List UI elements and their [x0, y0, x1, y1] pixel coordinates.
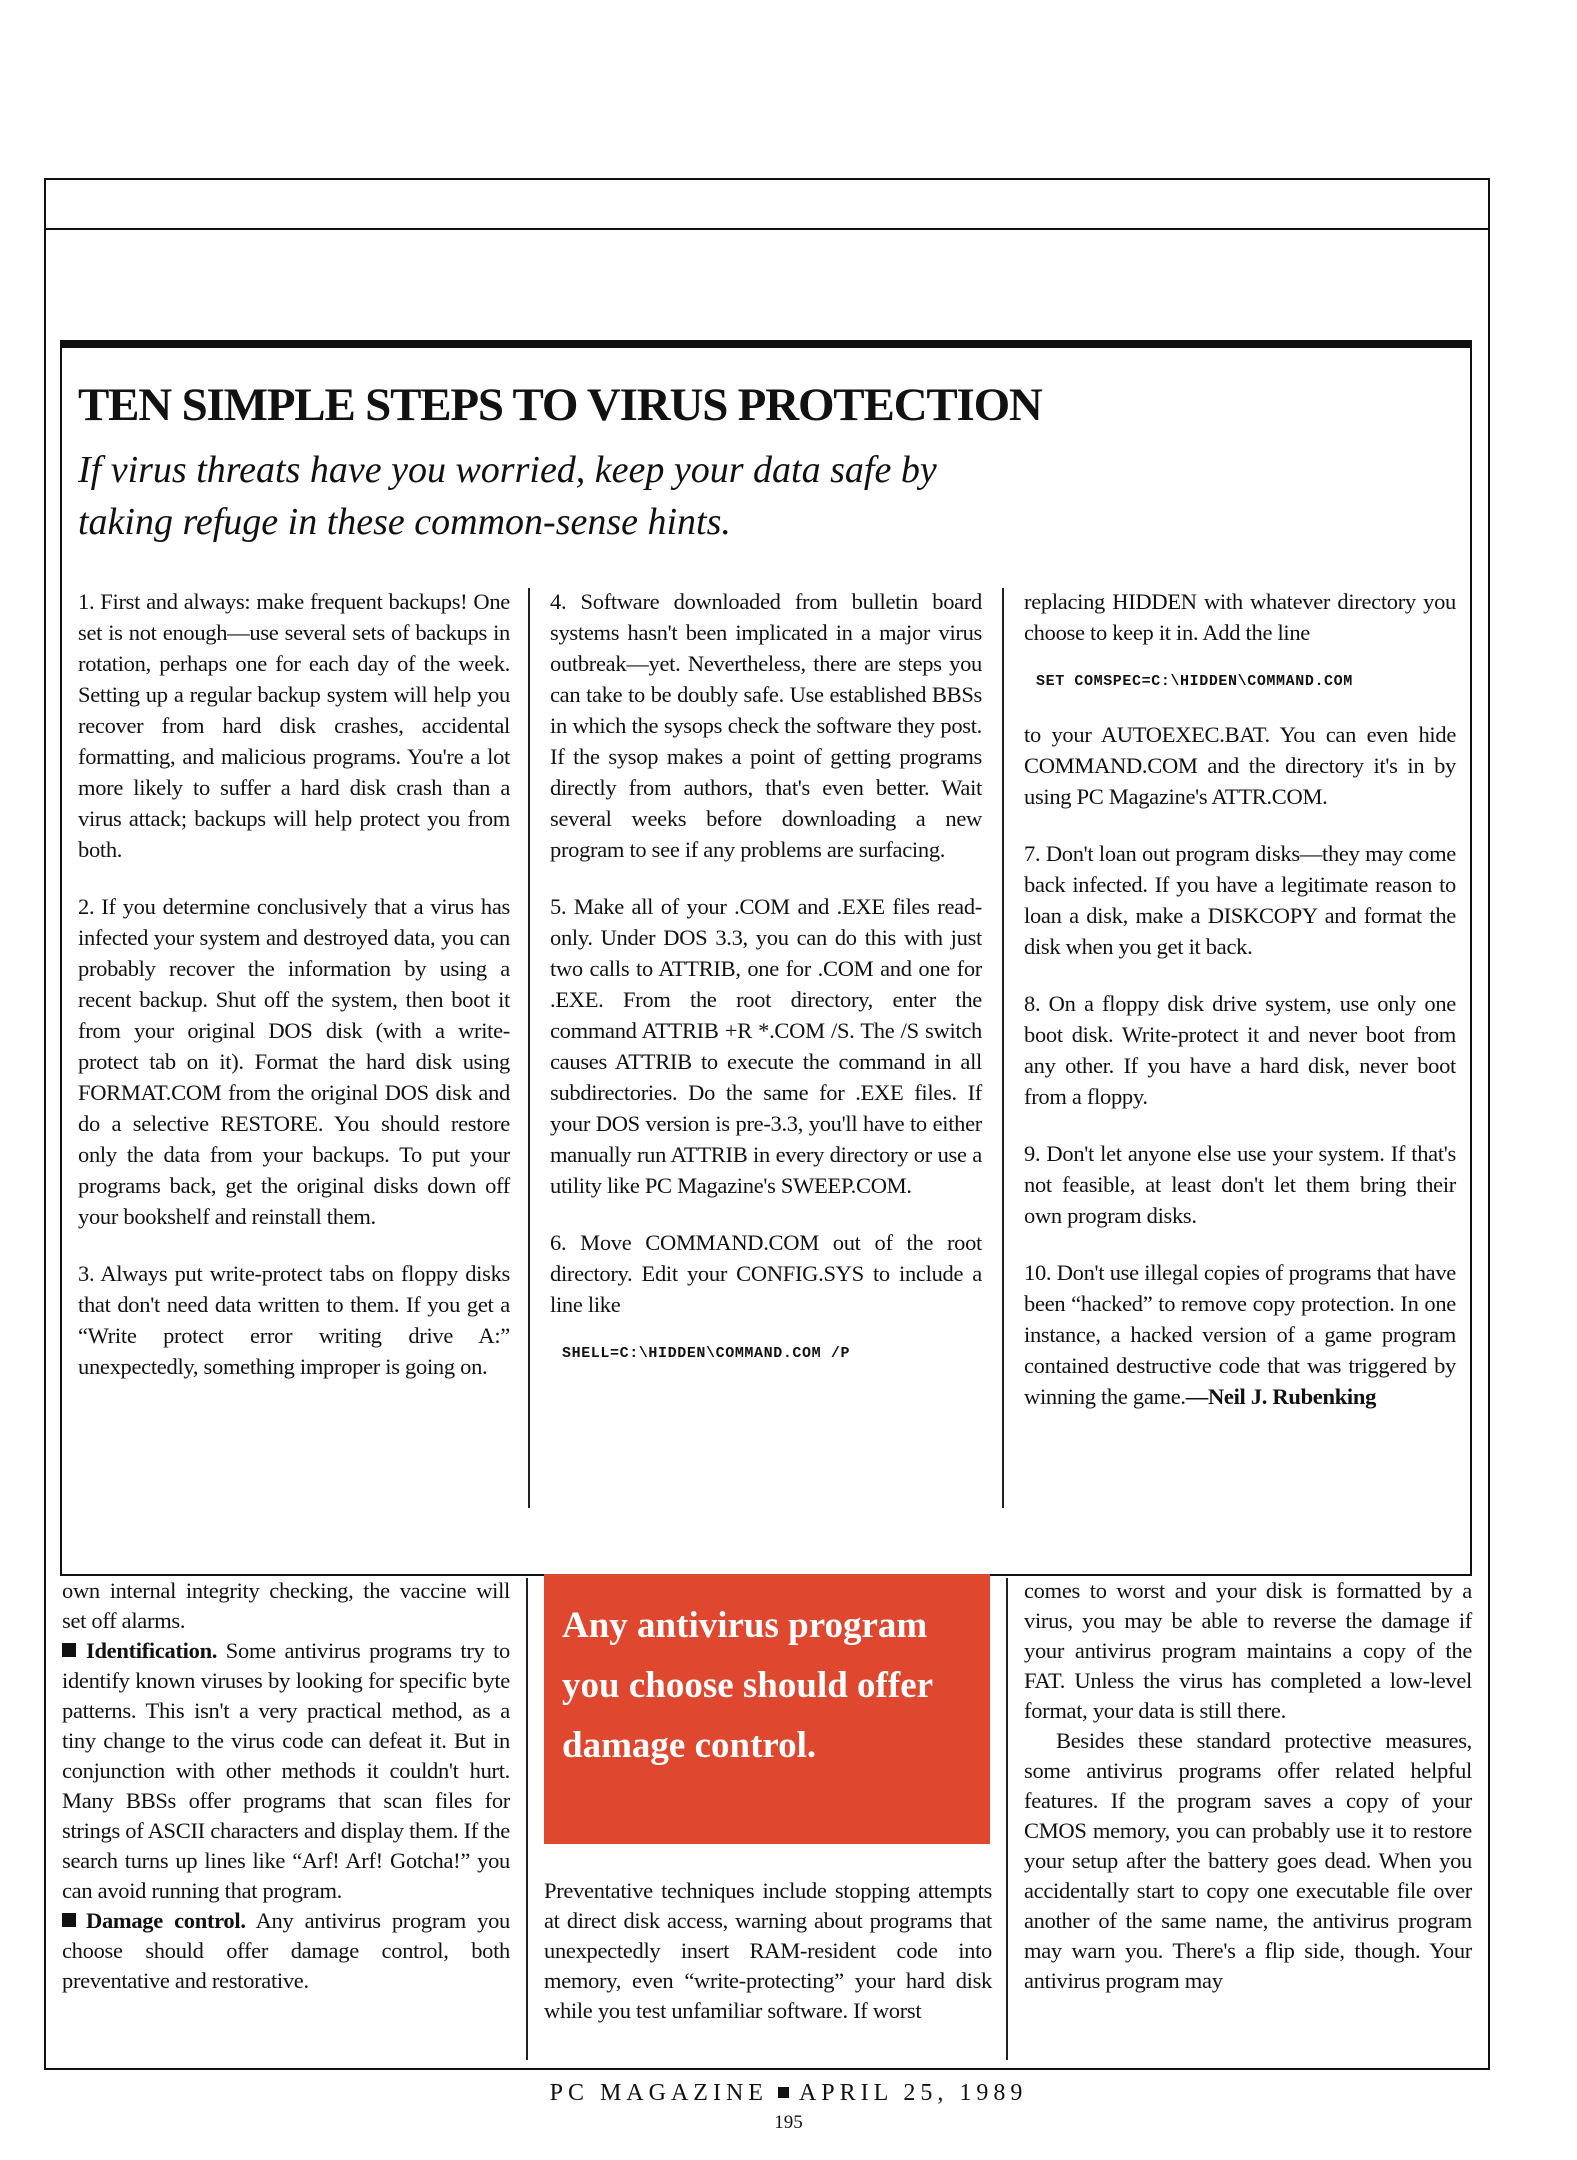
- paragraph: [62, 1906, 510, 1996]
- column-divider: [528, 588, 530, 1508]
- step-6-continued: replacing HIDDEN with whatever directory you choose to keep it in. Add the line: [1024, 589, 1456, 645]
- page-footer: [0, 2080, 1577, 2107]
- step-1: 1. First and always: make frequent backups! One set is not enough—use several sets of backups in rotation, perhaps one for each day of the week. Setting up a regular backup system will help you recover from hard disk crashes, accidental formatting, and malicious programs. You're a lot more likely to suffer a hard disk crash than a virus attack; backups will help protect you from both.: [78, 589, 510, 862]
- sidebar-column-3: [1024, 586, 1456, 1412]
- pull-quote: [544, 1574, 990, 1844]
- step-6: 6. Move COMMAND.COM out of the root directory. Edit your CONFIG.SYS to include a line like: [550, 1230, 982, 1317]
- step-3: 3. Always put write-protect tabs on floppy disks that don't need data written to them. If you get a “Write protect error writing drive A:” unexpectedly, something improper is going on.: [78, 1261, 510, 1379]
- step-10: [1024, 1257, 1456, 1412]
- bullet-icon: [62, 1913, 76, 1927]
- code-comspec-line: SET COMSPEC=C:\HIDDEN\COMMAND.COM: [1036, 673, 1353, 690]
- step-5: 5. Make all of your .COM and .EXE files read-only. Under DOS 3.3, you can do this with just two calls to ATTRIB, one for .COM and one for .EXE. From the root directory, enter the command ATTRIB +R *.COM /S. The /S switch causes ATTRIB to execute the command in all subdirectories. Do the same for .EXE files. If your DOS version is pre-3.3, you'll have to either manually run ATTRIB in every directory or use a utility like PC Magazine's SWEEP.COM.: [550, 894, 982, 1198]
- step-7: 7. Don't loan out program disks—they may come back infected. If you have a legitimate reason to loan a disk, make a DISKCOPY and format the disk when you get it back.: [1024, 841, 1456, 959]
- paragraph: Besides these standard protective measures, some antivirus programs offer related helpful features. If the program saves a copy of your CMOS memory, you can probably use it to restore your setup after the battery goes dead. When you accidentally start to copy one executable file over another of the same name, the antivirus program may warn you. There's a flip side, though. Your antivirus program may: [1024, 1728, 1472, 1993]
- article-column-1: [62, 1576, 510, 1996]
- sidebar-column-2: [550, 586, 982, 1391]
- article-column-2: [544, 1876, 992, 2026]
- issue-date: APRIL 25, 1989: [798, 2080, 1028, 2106]
- paragraph: [62, 1636, 510, 1906]
- step-4: 4. Software downloaded from bulletin board systems hasn't been implicated in a major virus outbreak—yet. Nevertheless, there are steps you can take to be doubly safe. Use established BBSs in which the sysops check the software they post. If the sysop makes a point of getting programs directly from authors, that's even better. Wait several weeks before downloading a new program to see if any problems are surfacing.: [550, 589, 982, 862]
- paragraph: comes to worst and your disk is formatted by a virus, you may be able to reverse the damage if your antivirus program maintains a copy of the FAT. Unless the virus has completed a low-level format, your data is still there.: [1024, 1578, 1472, 1723]
- column-divider: [1002, 588, 1004, 1508]
- bullet-icon: [778, 2087, 789, 2098]
- step-10-text: 10. Don't use illegal copies of programs that have been “hacked” to remove copy protection. In one instance, a hacked version of a game program contained destructive code that was triggered by winning the game.: [1024, 1260, 1456, 1409]
- paragraph: own internal integrity checking, the vaccine will set off alarms.: [62, 1578, 510, 1633]
- pull-quote-text: Any antivirus program you choose should offer damage control.: [562, 1605, 933, 1766]
- column-divider: [1006, 1578, 1008, 2060]
- step-9: 9. Don't let anyone else use your system. If that's not feasible, at least don't let them bring their own program disks.: [1024, 1141, 1456, 1228]
- sidebar-column-1: [78, 586, 510, 1408]
- paragraph: Preventative techniques include stopping attempts at direct disk access, warning about programs that unexpectedly insert RAM-resident code into memory, even “write-protecting” your hard disk while you test unfamiliar software. If worst: [544, 1878, 992, 2023]
- step-6-end: to your AUTOEXEC.BAT. You can even hide COMMAND.COM and the directory it's in by using PC Magazine's ATTR.COM.: [1024, 722, 1456, 809]
- byline: —Neil J. Rubenking: [1185, 1384, 1377, 1409]
- article-column-3: [1024, 1576, 1472, 1996]
- code-shell-line: SHELL=C:\HIDDEN\COMMAND.COM /P: [562, 1345, 851, 1362]
- column-divider: [526, 1578, 528, 2060]
- run-in-head: Identification.: [86, 1638, 218, 1663]
- paragraph-body: Any antivirus program you choose should offer damage control, both preventative and restorative.: [62, 1908, 510, 1993]
- step-8: 8. On a floppy disk drive system, use only one boot disk. Write-protect it and never boot from any other. If you have a hard disk, never boot from a floppy.: [1024, 991, 1456, 1109]
- step-2: 2. If you determine conclusively that a virus has infected your system and destroyed data, you can probably recover the information by using a recent backup. Shut off the system, then boot it from your original DOS disk (with a write-protect tab on it). Format the hard disk using FORMAT.COM from the original DOS disk and do a selective RESTORE. You should restore only the data from your backups. To put your programs back, get the original disks down off your bookshelf and reinstall them.: [78, 894, 510, 1229]
- magazine-name: PC MAGAZINE: [549, 2080, 768, 2106]
- sidebar-deck: If virus threats have you worried, keep your data safe by taking refuge in these common-sense hints.: [78, 449, 937, 543]
- page-number: 195: [774, 2112, 803, 2133]
- paragraph-body: Some antivirus programs try to identify known viruses by looking for specific byte patterns. This isn't a very practical method, as a tiny change to the virus code can defeat it. But in conjunction with other methods it couldn't hurt. Many BBSs offer programs that scan files for strings of ASCII characters and display them. If the search turns up lines like “Arf! Arf! Gotcha!” you can avoid running that program.: [62, 1638, 510, 1903]
- run-in-head: Damage control.: [86, 1908, 246, 1933]
- sidebar-headline: TEN SIMPLE STEPS TO VIRUS PROTECTION: [78, 379, 1042, 431]
- top-rule: [44, 228, 1490, 230]
- bullet-icon: [62, 1643, 76, 1657]
